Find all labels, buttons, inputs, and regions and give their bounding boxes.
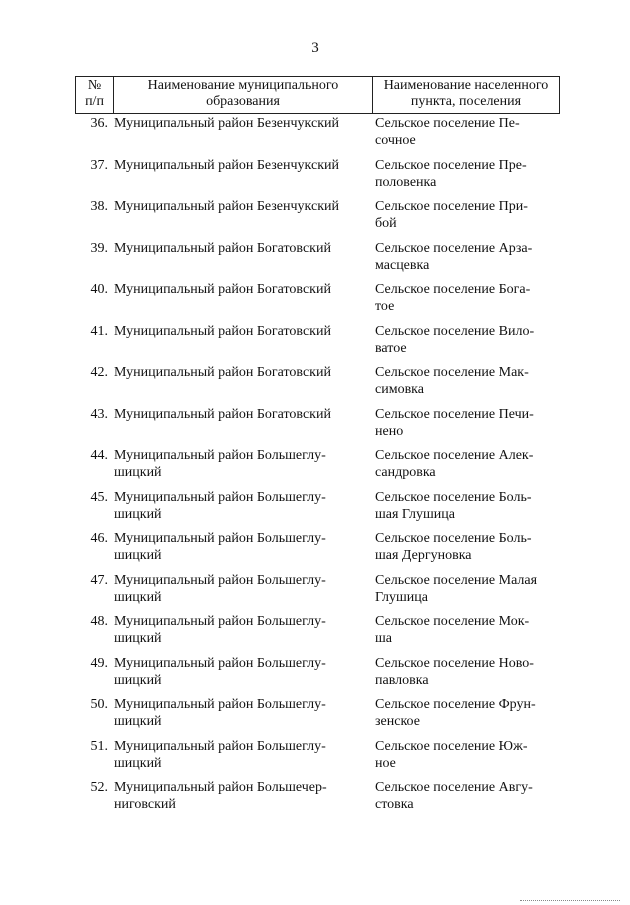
municipality-line: шицкий (114, 672, 162, 688)
municipality-line: Муниципальный район Большеглу- (114, 697, 326, 712)
settlement-cell (370, 572, 560, 614)
municipality-line: Муниципальный район Безенчукский (114, 157, 340, 173)
row-number: 46. (90, 531, 108, 546)
settlement-line: Сельское поселение Арза- (375, 240, 533, 256)
table-row (75, 696, 560, 738)
settlement-line: Сельское поселение Боль- (375, 489, 532, 505)
row-number: 43. (90, 406, 108, 422)
row-number: 51. (90, 738, 108, 754)
settlement-line: Сельское поселение При- (375, 199, 528, 214)
municipality-cell (112, 406, 370, 448)
header-settlement-line-2: пункта, поселения (410, 94, 522, 109)
municipality-line: Муниципальный район Большечер- (114, 780, 327, 795)
settlement-line: Глушица (375, 589, 429, 605)
row-number: 40. (90, 282, 108, 297)
row-number: 39. (90, 240, 108, 256)
settlement-line: шая Глушица (375, 506, 455, 522)
municipality-line: Муниципальный район Большеглу- (114, 572, 326, 588)
settlement-line: бой (375, 216, 397, 231)
settlement-line: шая Дергуновка (375, 548, 472, 563)
header-municipality-line-1: Наименование муниципального (147, 78, 339, 93)
settlement-line: Сельское поселение Мак- (375, 365, 529, 380)
table-row (75, 157, 560, 199)
settlement-line: нено (375, 423, 404, 439)
header-number-line-2: п/п (85, 94, 104, 109)
municipality-line: шицкий (114, 755, 162, 771)
municipality-line: шицкий (114, 714, 162, 729)
settlement-line: ватое (375, 340, 407, 356)
settlement-cell (370, 406, 560, 448)
table-row (75, 779, 560, 821)
settlement-cell (370, 738, 560, 780)
settlement-cell (370, 364, 560, 406)
table-body (75, 115, 560, 821)
settlement-line: Сельское поселение Пе- (375, 116, 520, 131)
municipality-cell (112, 281, 370, 323)
table-row (75, 198, 560, 240)
settlement-cell (370, 198, 560, 240)
municipality-line: ниговский (114, 797, 176, 812)
settlement-line: половенка (375, 174, 437, 190)
row-number: 49. (90, 655, 108, 671)
municipality-line: Муниципальный район Богатовский (114, 282, 331, 297)
settlement-line: Сельское поселение Пре- (375, 157, 527, 173)
municipality-line: шицкий (114, 465, 162, 480)
scan-artifact-divider (520, 900, 620, 903)
table-row (75, 447, 560, 489)
table-header (75, 76, 560, 114)
municipality-cell (112, 530, 370, 572)
municipality-line: Муниципальный район Большеглу- (114, 531, 326, 546)
settlement-line: ное (375, 755, 396, 771)
table-row (75, 364, 560, 406)
settlement-cell (370, 696, 560, 738)
municipality-line: Муниципальный район Большеглу- (114, 614, 326, 629)
table-row (75, 406, 560, 448)
settlement-line: Сельское поселение Алек- (375, 448, 534, 463)
settlement-line: Сельское поселение Бога- (375, 282, 531, 297)
settlement-cell (370, 613, 560, 655)
settlement-line: сандровка (375, 465, 436, 480)
settlement-line: Сельское поселение Авгу- (375, 780, 533, 795)
municipality-cell (112, 198, 370, 240)
settlement-line: симовка (375, 382, 424, 397)
municipality-line: шицкий (114, 506, 162, 522)
settlement-line: Сельское поселение Ново- (375, 655, 534, 671)
settlement-cell (370, 530, 560, 572)
settlement-cell (370, 281, 560, 323)
settlement-line: Сельское поселение Вило- (375, 323, 535, 339)
municipality-cell (112, 364, 370, 406)
municipality-cell (112, 489, 370, 531)
table-row (75, 655, 560, 697)
municipality-line: шицкий (114, 631, 162, 646)
row-number: 37. (90, 157, 108, 173)
municipality-cell (112, 240, 370, 282)
municipality-cell (112, 115, 370, 157)
settlement-line: ша (375, 631, 392, 646)
row-number: 41. (90, 323, 108, 339)
row-number: 50. (90, 697, 108, 712)
municipality-cell (112, 157, 370, 199)
municipality-cell (112, 613, 370, 655)
table-row (75, 115, 560, 157)
municipality-line: Муниципальный район Богатовский (114, 365, 331, 380)
municipality-cell (112, 738, 370, 780)
table-row (75, 489, 560, 531)
settlement-line: Сельское поселение Малая (375, 572, 538, 588)
page-number: 3 (311, 40, 319, 56)
table-row (75, 323, 560, 365)
municipality-cell (112, 572, 370, 614)
settlement-line: сочное (375, 133, 416, 148)
settlement-cell (370, 655, 560, 697)
settlement-line: Сельское поселение Фрун- (375, 697, 536, 712)
header-settlement-line-1: Наименование населенного (383, 78, 549, 93)
row-number: 38. (90, 199, 108, 214)
header-settlement (373, 77, 559, 113)
row-number: 44. (90, 448, 108, 463)
municipality-cell (112, 696, 370, 738)
row-number: 36. (90, 116, 108, 131)
municipality-line: шицкий (114, 589, 162, 605)
municipality-line: шицкий (114, 548, 162, 563)
row-number: 42. (90, 365, 108, 380)
municipality-line: Муниципальный район Безенчукский (114, 116, 340, 131)
header-number-line-1: № (87, 78, 102, 93)
table-row (75, 281, 560, 323)
header-municipality (114, 77, 373, 113)
settlement-cell (370, 447, 560, 489)
municipality-line: Муниципальный район Большеглу- (114, 448, 326, 463)
settlement-line: масцевка (375, 257, 430, 273)
municipality-line: Муниципальный район Богатовский (114, 240, 331, 256)
header-municipality-line-2: образования (206, 94, 280, 109)
settlement-line: Сельское поселение Боль- (375, 531, 532, 546)
row-number: 45. (90, 489, 108, 505)
settlement-cell (370, 779, 560, 821)
table-row (75, 572, 560, 614)
municipality-line: Муниципальный район Богатовский (114, 323, 331, 339)
settlement-line: Сельское поселение Юж- (375, 738, 528, 754)
settlement-line: Сельское поселение Печи- (375, 406, 534, 422)
municipality-cell (112, 323, 370, 365)
settlement-line: стовка (375, 797, 414, 812)
table-row (75, 240, 560, 282)
municipality-cell (112, 447, 370, 489)
settlement-cell (370, 240, 560, 282)
settlement-cell (370, 323, 560, 365)
municipality-line: Муниципальный район Большеглу- (114, 655, 326, 671)
municipality-cell (112, 655, 370, 697)
settlement-line: павловка (375, 672, 429, 688)
settlements-table (75, 76, 560, 821)
header-number (76, 77, 114, 113)
settlement-line: Сельское поселение Мок- (375, 614, 530, 629)
row-number: 48. (90, 614, 108, 629)
municipality-line: Муниципальный район Большеглу- (114, 738, 326, 754)
municipality-line: Муниципальный район Большеглу- (114, 489, 326, 505)
settlement-line: зенское (375, 714, 420, 729)
settlement-cell (370, 115, 560, 157)
table-row (75, 738, 560, 780)
table-row (75, 530, 560, 572)
settlement-line: тое (375, 299, 395, 314)
municipality-line: Муниципальный район Безенчукский (114, 199, 340, 214)
municipality-line: Муниципальный район Богатовский (114, 406, 331, 422)
settlement-cell (370, 157, 560, 199)
row-number: 52. (90, 780, 108, 795)
settlement-cell (370, 489, 560, 531)
table-row (75, 613, 560, 655)
row-number: 47. (90, 572, 108, 588)
municipality-cell (112, 779, 370, 821)
